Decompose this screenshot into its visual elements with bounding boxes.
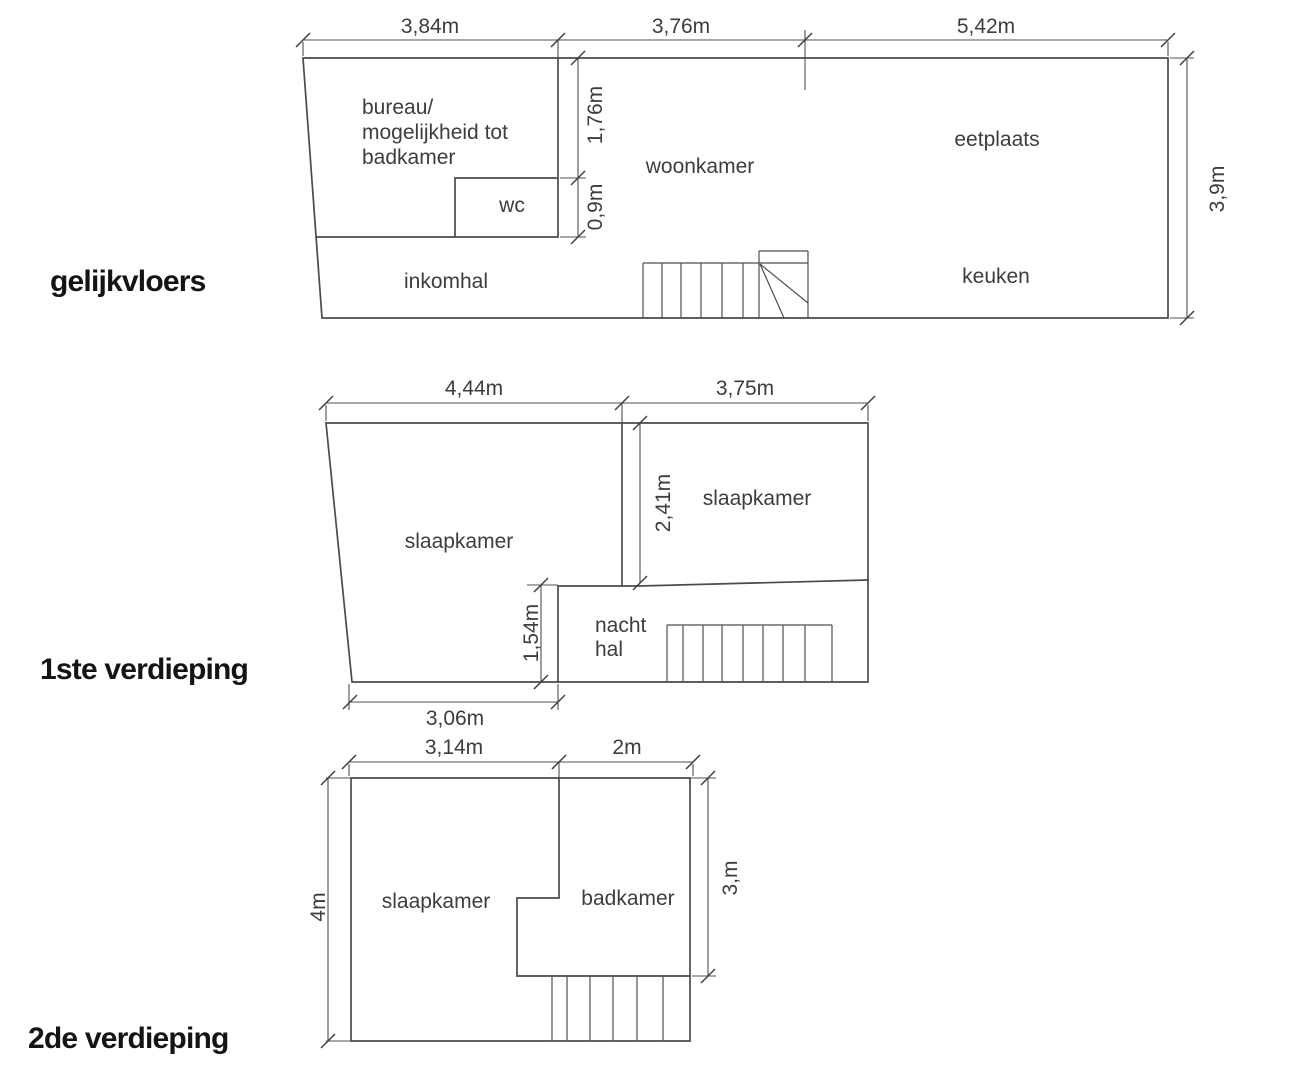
first-dim-width-left: 4,44m [444, 377, 504, 400]
room-label-bureau-line2: mogelijkheid tot [362, 121, 508, 144]
second-dim-height-right: 3,m [719, 860, 742, 896]
floor-title-first: 1ste verdieping [40, 653, 249, 686]
second-floor-plan [28, 736, 742, 1055]
floor-title-second: 2de verdieping [28, 1022, 229, 1055]
room-label-slaapkamer-second: slaapkamer [381, 890, 491, 913]
ground-dim-bureau-depth: 1,76m [584, 85, 607, 145]
second-stairs [552, 976, 663, 1041]
room-label-eetplaats: eetplaats [954, 128, 1040, 151]
room-label-badkamer: badkamer [581, 887, 675, 910]
room-label-nachthal-line2: hal [595, 638, 624, 661]
room-label-slaapkamer-left: slaapkamer [404, 530, 514, 553]
second-right-dimension-line [690, 778, 716, 976]
room-label-bureau-line1: bureau/ [362, 96, 434, 119]
second-dim-width-left: 3,14m [424, 736, 484, 759]
first-stairs [667, 625, 832, 682]
first-dim-hall-depth: 1,54m [520, 603, 543, 663]
ground-top-dimension-line [303, 30, 1168, 90]
room-label-nachthal-line1: nacht [595, 614, 647, 637]
first-top-dimension-line [326, 403, 868, 423]
room-label-woonkamer: woonkamer [645, 155, 755, 178]
second-top-dimension-line [349, 762, 693, 778]
ground-floor-plan [50, 15, 1229, 325]
room-label-inkomhal: inkomhal [403, 270, 489, 293]
ground-dim-width-right: 5,42m [956, 15, 1016, 38]
ground-dim-width-mid: 3,76m [651, 15, 711, 38]
room-label-keuken: keuken [962, 265, 1030, 288]
ground-right-dimension-line [1170, 58, 1194, 318]
second-dim-width-right: 2m [612, 736, 642, 759]
ground-stairs [643, 251, 808, 318]
first-dim-bedroom-depth: 2,41m [652, 473, 675, 533]
first-floor-plan [40, 377, 875, 730]
ground-dim-depth-right: 3,9m [1206, 165, 1229, 213]
ground-depth-dimension-line [560, 58, 586, 237]
first-dim-width-right: 3,75m [715, 377, 775, 400]
first-dim-bottom-width: 3,06m [425, 707, 485, 730]
room-label-bureau-line3: badkamer [362, 146, 456, 169]
room-label-wc: wc [499, 194, 525, 217]
ground-dim-width-left: 3,84m [400, 15, 460, 38]
floor-title-ground: gelijkvloers [50, 265, 206, 298]
second-interior-walls [517, 778, 690, 976]
room-label-slaapkamer-right: slaapkamer [702, 487, 812, 510]
second-dim-height-left: 4m [307, 892, 330, 922]
ground-dim-wc-depth: 0,9m [584, 183, 607, 231]
